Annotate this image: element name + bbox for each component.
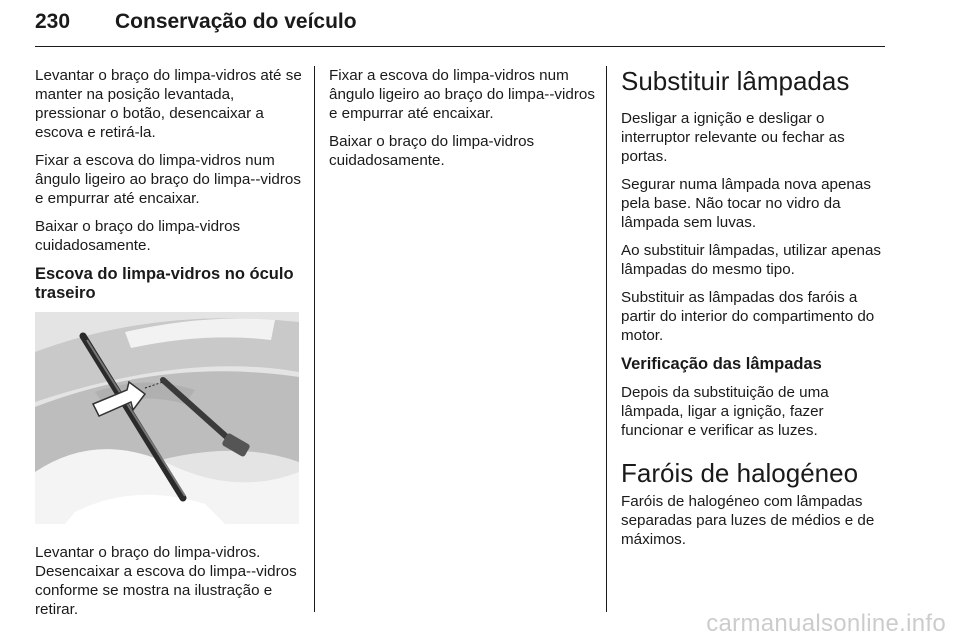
column-middle [329, 66, 597, 179]
section-heading: Verificação das lâmpadas [621, 355, 822, 373]
paragraph: Baixar o braço do limpa-vidros cuidadosamente. [329, 133, 535, 169]
section-heading: Escova do limpa-vidros no óculo traseiro [35, 265, 294, 302]
section-title: Faróis de halogéneo [621, 458, 859, 488]
paragraph: Segurar numa lâmpada nova apenas pela base. Não tocar no vidro da lâmpada sem luvas. [621, 176, 871, 231]
paragraph: Fixar a escova do limpa-vidros num ângulo ligeiro ao braço do limpa--vidros e empurrar até encaixar. [329, 67, 595, 122]
column-right [621, 66, 889, 558]
page-header [35, 6, 885, 47]
paragraph: Fixar a escova do limpa-vidros num ângulo ligeiro ao braço do limpa--vidros e empurrar até encaixar. [35, 152, 301, 207]
paragraph: Desligar a ignição e desligar o interruptor relevante ou fechar as portas. [621, 110, 845, 165]
page-title: Conservação do veículo [115, 10, 357, 33]
paragraph: Levantar o braço do limpa-vidros. Desencaixar a escova do limpa--vidros conforme se mostra na ilustração e retirar. [35, 544, 297, 618]
paragraph: Ao substituir lâmpadas, utilizar apenas lâmpadas do mesmo tipo. [621, 242, 882, 278]
column-divider [314, 66, 315, 612]
paragraph: Levantar o braço do limpa-vidros até se manter na posição levantada, pressionar o botão, desencaixar a escova e retirá-la. [35, 67, 302, 141]
column-divider [606, 66, 607, 612]
rear-wiper-illustration [35, 312, 299, 524]
page-number: 230 [35, 10, 71, 33]
section-title: Substituir lâmpadas [621, 66, 850, 96]
paragraph: Baixar o braço do limpa-vidros cuidadosamente. [35, 218, 241, 254]
watermark: carmanualsonline.info [706, 610, 946, 637]
paragraph: Faróis de halogéneo com lâmpadas separadas para luzes de médios e de máximos. [621, 493, 875, 548]
column-left [35, 66, 303, 628]
paragraph: Depois da substituição de uma lâmpada, ligar a ignição, fazer funcionar e verificar as luzes. [621, 384, 829, 439]
paragraph: Substituir as lâmpadas dos faróis a partir do interior do compartimento do motor. [621, 289, 875, 344]
